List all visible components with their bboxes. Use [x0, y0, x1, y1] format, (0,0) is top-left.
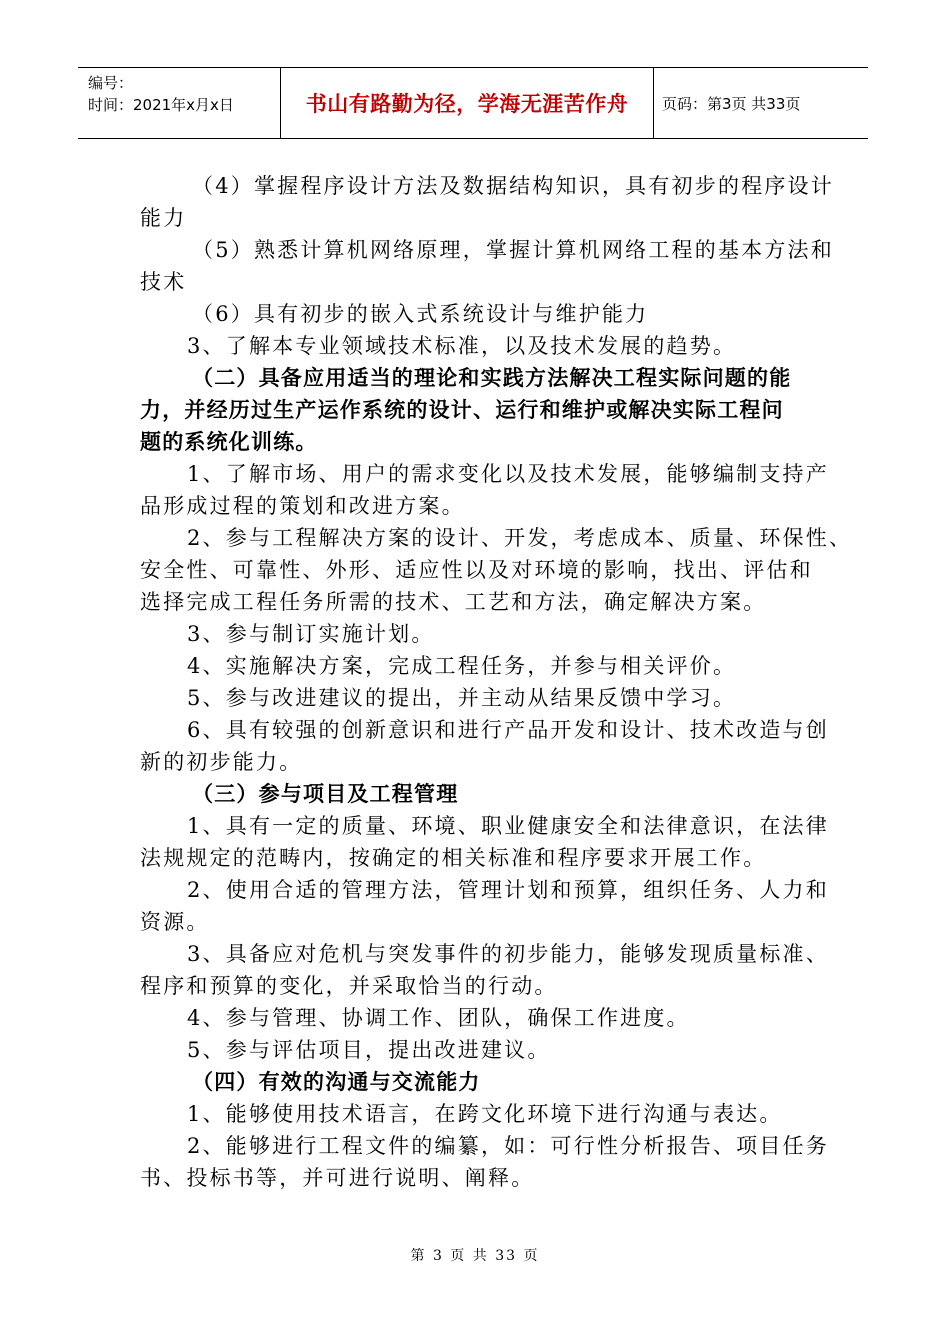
- paragraph-line: 安全性、可靠性、外形、适应性以及对环境的影响，找出、评估和: [140, 558, 813, 582]
- paragraph-line: 选择完成工程任务所需的技术、工艺和方法，确定解决方案。: [140, 590, 767, 614]
- paragraph-line: （5）熟悉计算机网络原理，掌握计算机网络工程的基本方法和: [192, 238, 834, 262]
- header-motto: 书山有路勤为径，学海无涯苦作舟: [281, 68, 654, 138]
- section-heading-line: （二）具备应用适当的理论和实践方法解决工程实际问题的能: [192, 366, 792, 390]
- paragraph-line: 品形成过程的策划和改进方案。: [140, 494, 465, 518]
- paragraph-line: 程序和预算的变化，并采取恰当的行动。: [140, 974, 558, 998]
- paragraph-line: 2、参与工程解决方案的设计、开发，考虑成本、质量、环保性、: [187, 526, 853, 550]
- section-heading-line: （三）参与项目及工程管理: [192, 782, 459, 806]
- paragraph-line: 6、具有较强的创新意识和进行产品开发和设计、技术改造与创: [187, 718, 829, 742]
- section-heading-line: 题的系统化训练。: [140, 430, 318, 454]
- page-footer: 第 3 页 共 33 页: [410, 1248, 540, 1264]
- paragraph-line: 能力: [140, 206, 187, 230]
- page-header: [78, 67, 868, 139]
- paragraph-line: 5、参与改进建议的提出，并主动从结果反馈中学习。: [187, 686, 737, 710]
- paragraph-line: 3、了解本专业领域技术标准，以及技术发展的趋势。: [187, 334, 737, 358]
- paragraph-line: 3、具备应对危机与突发事件的初步能力，能够发现质量标准、: [187, 942, 829, 966]
- paragraph-line: 2、能够进行工程文件的编纂，如：可行性分析报告、项目任务: [187, 1134, 829, 1158]
- document-number-label: 编号：: [88, 74, 134, 92]
- paragraph-line: 4、参与管理、协调工作、团队，确保工作进度。: [187, 1006, 690, 1030]
- paragraph-line: 新的初步能力。: [140, 750, 303, 774]
- paragraph-line: 书、投标书等，并可进行说明、阐释。: [140, 1166, 535, 1190]
- section-heading-line: （四）有效的沟通与交流能力: [192, 1070, 481, 1094]
- paragraph-line: 2、使用合适的管理方法，管理计划和预算，组织任务、人力和: [187, 878, 829, 902]
- paragraph-line: 3、参与制订实施计划。: [187, 622, 435, 646]
- paragraph-line: 1、具有一定的质量、环境、职业健康安全和法律意识，在法律: [187, 814, 829, 838]
- paragraph-line: （6）具有初步的嵌入式系统设计与维护能力: [192, 302, 649, 326]
- paragraph-line: 1、能够使用技术语言，在跨文化环境下进行沟通与表达。: [187, 1102, 783, 1126]
- paragraph-line: 资源。: [140, 910, 210, 934]
- paragraph-line: 1、了解市场、用户的需求变化以及技术发展，能够编制支持产: [187, 462, 829, 486]
- document-body: [140, 170, 853, 1194]
- paragraph-line: （4）掌握程序设计方法及数据结构知识，具有初步的程序设计: [192, 174, 834, 198]
- paragraph-line: 5、参与评估项目，提出改进建议。: [187, 1038, 551, 1062]
- document-time: 时间：2021年x月x日: [88, 96, 234, 114]
- section-heading-line: 力，并经历过生产运作系统的设计、运行和维护或解决实际工程问: [140, 398, 784, 422]
- paragraph-line: 4、实施解决方案，完成工程任务，并参与相关评价。: [187, 654, 737, 678]
- header-meta: [78, 68, 281, 138]
- paragraph-line: 技术: [140, 270, 187, 294]
- paragraph-line: 法规规定的范畴内，按确定的相关标准和程序要求开展工作。: [140, 846, 767, 870]
- header-page-number: 页码：第3页 共33页: [662, 94, 801, 113]
